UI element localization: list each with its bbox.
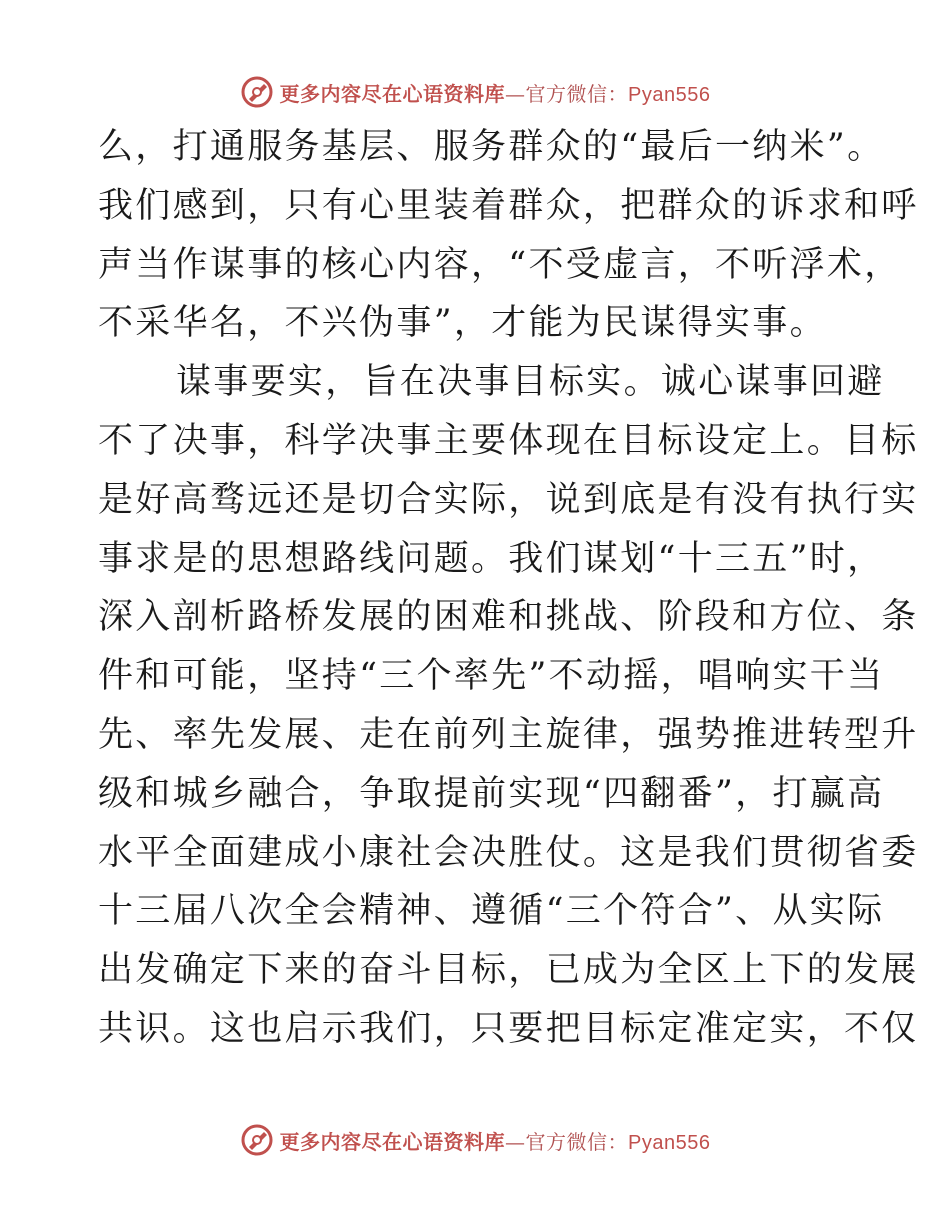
watermark-text <box>280 1126 711 1155</box>
text-line: 水平全面建成小康社会决胜仗。这是我们贯彻省委 <box>98 832 919 873</box>
text-line: 级和城乡融合，争取提前实现“四翻番”，打赢高 <box>98 773 885 814</box>
watermark-id: Pyan556 <box>628 83 711 106</box>
logo-icon <box>240 1123 274 1157</box>
watermark-dash: — <box>505 1129 526 1154</box>
header-watermark <box>0 72 950 112</box>
text-line: 谋事要实，旨在决事目标实。诚心谋事回避 <box>176 362 885 403</box>
text-line: 深入剖析路桥发展的困难和挑战、阶段和方位、条 <box>98 597 919 638</box>
text-line: 共识。这也启示我们，只要把目标定准定实，不仅 <box>98 1008 919 1049</box>
document-body <box>98 118 919 1059</box>
text-line: 声当作谋事的核心内容，“不受虚言，不听浮术， <box>98 244 902 285</box>
watermark-official: 官方微信： <box>525 81 629 106</box>
watermark-id: Pyan556 <box>628 1131 711 1154</box>
paragraph-1 <box>98 118 919 353</box>
watermark-official: 官方微信： <box>525 1129 629 1154</box>
watermark-main: 更多内容尽在心语资料库 <box>279 81 506 106</box>
watermark-dash: — <box>505 81 526 106</box>
text-line: 十三届八次全会精神、遵循“三个符合”、从实际 <box>98 891 885 932</box>
text-line: 先、率先发展、走在前列主旋律，强势推进转型升 <box>98 714 919 755</box>
text-line: 件和可能，坚持“三个率先”不动摇，唱响实干当 <box>98 656 885 697</box>
text-line: 不了决事，科学决事主要体现在目标设定上。目标 <box>98 420 919 461</box>
text-line: 事求是的思想路线问题。我们谋划“十三五”时， <box>98 538 885 579</box>
logo-icon <box>240 75 274 109</box>
watermark-text <box>280 78 711 107</box>
text-line: 出发确定下来的奋斗目标，已成为全区上下的发展 <box>98 950 919 991</box>
text-line: 我们感到，只有心里装着群众，把群众的诉求和呼 <box>98 185 919 226</box>
text-line: 是好高骛远还是切合实际，说到底是有没有执行实 <box>98 479 919 520</box>
footer-watermark <box>0 1120 950 1160</box>
text-line: 么，打通服务基层、服务群众的“最后一纳米”。 <box>98 127 885 167</box>
watermark-main: 更多内容尽在心语资料库 <box>279 1129 506 1154</box>
text-line: 不采华名，不兴伪事”，才能为民谋得实事。 <box>98 303 827 344</box>
paragraph-2 <box>98 353 919 1059</box>
